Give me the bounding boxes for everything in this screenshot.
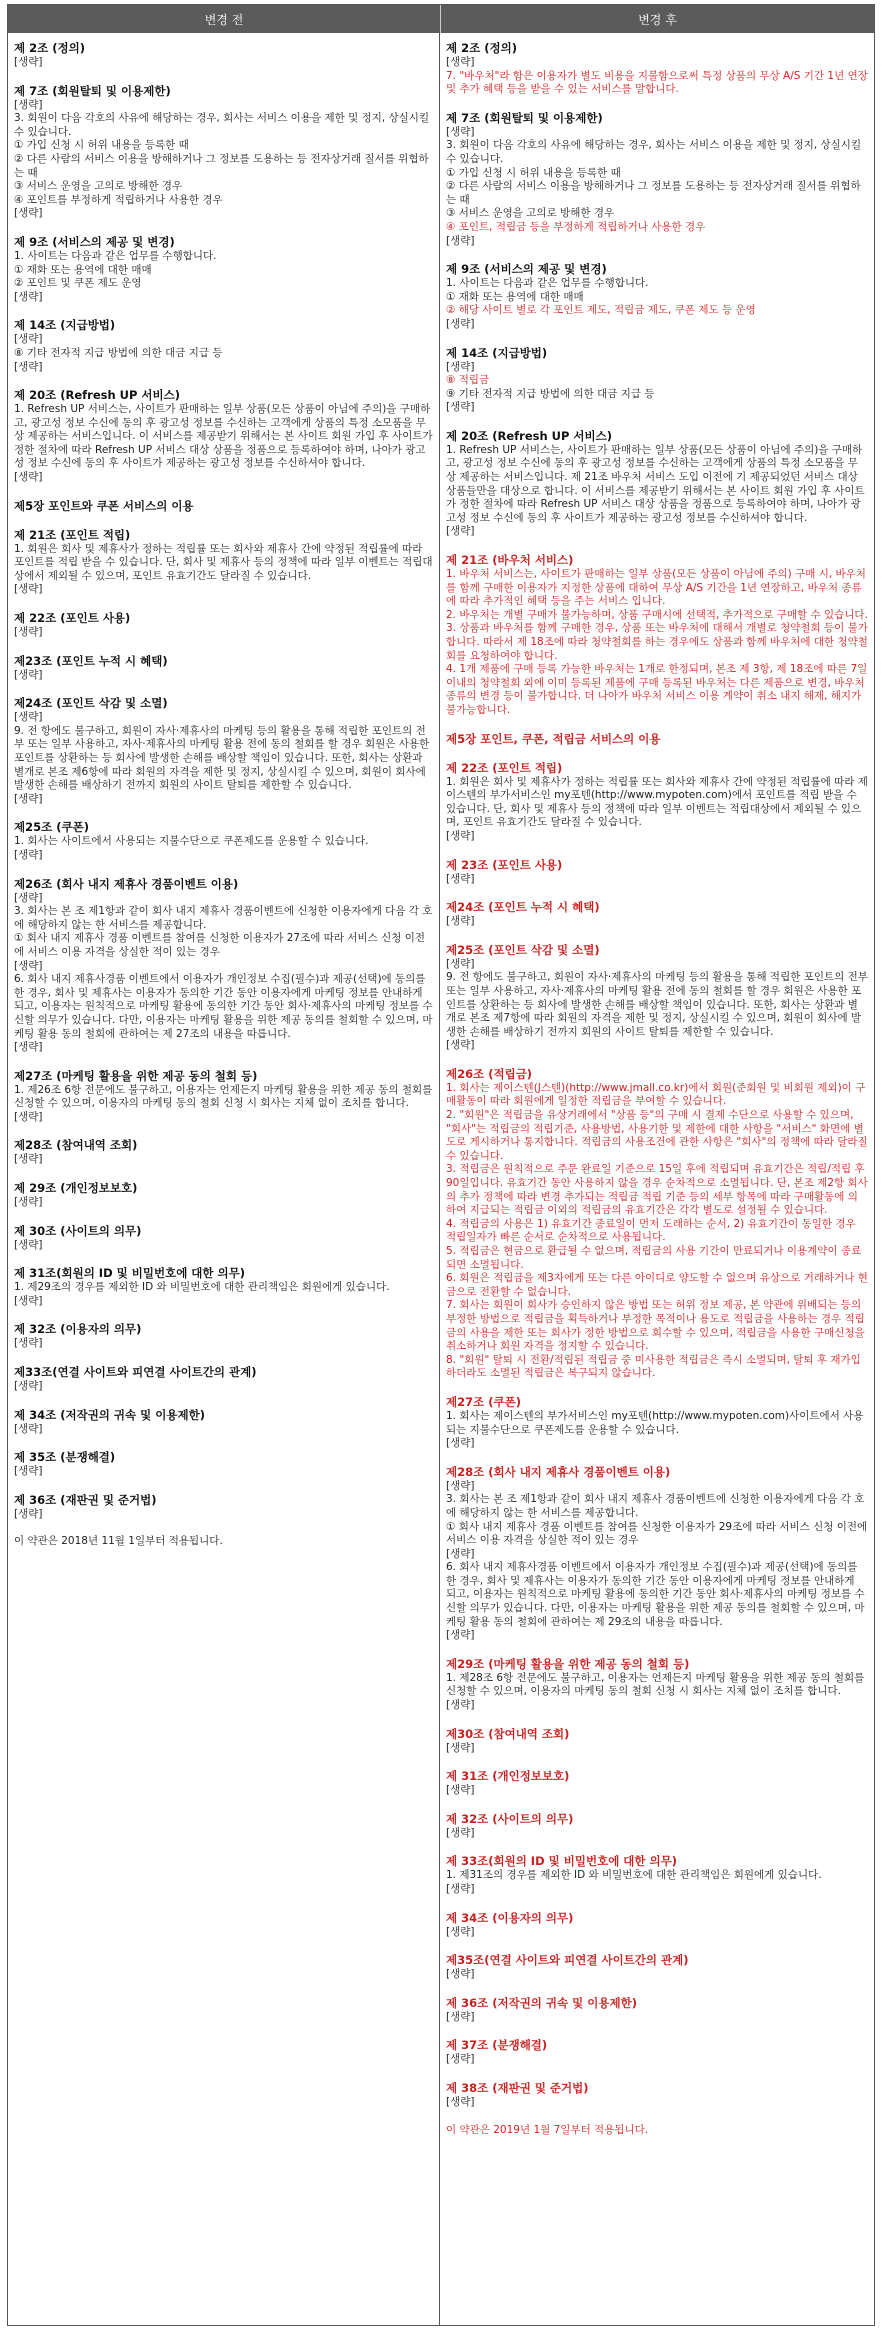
article-section [14, 696, 433, 806]
article-line: 1. 회사는 사이트에서 사용되는 지불수단으로 쿠폰제도를 운용할 수 있습니다. [14, 835, 369, 848]
article-line: [생략] [446, 1437, 475, 1450]
table-body [8, 33, 874, 2325]
article-line: [생략] [14, 1422, 43, 1435]
article-line: 2. "회원"은 적립금을 유상거래에서 "상품 등"의 구매 시 결제 수단으로 사용할 수 있으며, "회사"는 적립금의 적립기준, 사용방법, 사용기한 및 제한에 대한 사항을 "서비스" 화면에 별도로 게시하거나 통지합니다. 적립금의 사용조건에 관한 사항은 "회사"의 정책에 따라 달라질 수 있습니다. [446, 1109, 868, 1162]
article-section [446, 1996, 868, 2025]
article-line: 1. Refresh UP 서비스는, 사이트가 판매하는 일부 상품(모든 상품이 아님에 주의)을 구매하고, 광고성 정보 수신에 동의 후 광고성 정보를 수신하는 고객에게 상품의 특정 소모품을 무상 제공하는 서비스입니다. 이 서비스를 제공받기 위해서는 본 사이트 회원 가입 후 사이트가 정한 절차에 따라 Refresh UP 서비스 대상 상품을 정품으로 등록하여야 하며, 나아가 광고성 정보 수신에 동의 후 사이트가 제공하는 광고성 정보를 수신하셔야 합니다. [14, 403, 433, 470]
article-line: 3. 회원이 다음 각호의 사유에 해당하는 경우, 회사는 서비스 이용을 제한 및 정지, 상실시킬 수 있습니다. [14, 112, 430, 138]
article-line: [생략] [14, 792, 43, 805]
article-line: [생략] [446, 957, 475, 970]
article-section [446, 1854, 868, 1896]
article-line: ⑨ 기타 전자적 지급 방법에 의한 대금 지급 등 [446, 387, 655, 400]
article-title: 제26조 (적립금) [446, 1066, 533, 1081]
article-line: 6. 회사 내지 제휴사경품 이벤트에서 이용자가 개인정보 수집(필수)과 제공(선택)에 동의를 한 경우, 회사 및 제휴사는 이용자가 동의한 기간 동안 이용자에게 마케팅 정보를 안내하게 되고, 이용자는 원칙적으로 마케팅 활용에 동의한 기간 동안 회사·제휴사의 마케팅 정보를 수신할 의무가 있습니다. 다만, 이용자는 마케팅 활용을 위한 제공 동의를 철회할 수 있으며, 마케팅 활용 동의 철회에 관하여는 제 29조의 내용을 따릅니다. [446, 1561, 865, 1628]
article-section [446, 346, 868, 415]
article-line: [생략] [14, 668, 43, 681]
article-title: 제 22조 (포인트 사용) [14, 611, 131, 626]
article-line: [생략] [14, 1294, 43, 1307]
article-section [446, 1812, 868, 1841]
article-title: 제26조 (회사 내지 제휴사 경품이벤트 이용) [14, 876, 239, 891]
article-line: 3. 회사는 본 조 제1항과 같이 회사 내지 제휴사 경품이벤트에 신청한 이용자에게 다음 각 호에 해당하지 않는 한 서비스를 제공합니다. [14, 905, 433, 931]
article-section [446, 2081, 868, 2110]
article-section [14, 1266, 433, 1308]
article-section [14, 318, 433, 374]
article-section [14, 1450, 433, 1479]
article-line: [생략] [446, 360, 475, 373]
article-title: 제 14조 (지급방법) [446, 345, 548, 360]
article-title: 제 29조 (개인정보보호) [14, 1181, 138, 1196]
header-after: 변경 후 [638, 12, 677, 27]
article-line: 1. 회사는 제이스텐(J스텐)(http://www.jmall.co.kr)에서 회원(준회원 및 비회원 제외)이 구매활동이 따라 회원에게 일정한 적립금을 부여할 수 있습니다. [446, 1081, 866, 1108]
article-title: 제28조 (참여내역 조회) [14, 1138, 138, 1153]
article-line: [생략] [446, 829, 475, 842]
article-title: 제 21조 (바우처 서비스) [446, 553, 574, 568]
article-title: 제 34조 (이용자의 의무) [446, 1910, 574, 1925]
article-section [14, 877, 433, 1055]
article-line: [생략] [14, 56, 43, 68]
article-line: ③ 서비스 운영을 고의로 방해한 경우 [446, 207, 615, 220]
article-section [446, 1953, 868, 1982]
article-section [446, 943, 868, 1053]
article-section [446, 262, 868, 331]
article-title: 제24조 (포인트 삭감 및 소멸) [14, 696, 168, 711]
article-section [446, 41, 868, 97]
article-section [446, 429, 868, 539]
article-line: [생략] [446, 401, 475, 414]
article-section [14, 1224, 433, 1253]
article-title: 제 37조 (분쟁해결) [446, 2038, 548, 2053]
article-line: 1. 회사는 제이스텐의 부가서비스인 my포텐(http://www.mypoten.com)사이트에서 사용되는 지불수단으로 쿠폰제도를 운용할 수 있습니다. [446, 1409, 864, 1436]
article-line: 5. 적립금은 현금으로 환급될 수 없으며, 적립금의 사용 기간이 만료되거나 이용계약이 종료되면 소멸됩니다. [446, 1245, 862, 1271]
article-section [446, 1465, 868, 1643]
article-title: 제 14조 (지급방법) [14, 318, 116, 333]
article-line: 7. 회사는 회원이 회사가 승인하지 않은 방법 또는 허위 정보 제공, 본 약관에 위배되는 등의 부정한 방법으로 적립금을 획득하거나 부정한 목적이나 용도로 적립금을 사용하는 경우 적립금의 사용을 제한 또는 회사가 정한 방법으로 회수할 수 있으며, 적립금을 사용한 구매신청을 취소하거나 회원 자격을 정지할 수 있습니다. [446, 1299, 865, 1353]
article-title: 제 9조 (서비스의 제공 및 변경) [446, 262, 607, 277]
article-line: ② 해당 사이트 별로 각 포인트 제도, 적립금 제도, 쿠폰 제도 등 운영 [446, 304, 756, 317]
article-title: 제 32조 (사이트의 의무) [446, 1811, 574, 1826]
article-line: [생략] [14, 471, 43, 484]
article-line: 3. 상품과 바우처를 함께 구매한 경우, 상품 또는 바우처에 대해서 개별로 청약철회 등이 불가합니다. 따라서 제 18조에 따라 청약철회를 하는 경우에도 상품과 함께 바우처에 대한 청약철회를 요청하여야 합니다. [446, 622, 868, 662]
article-section [446, 1067, 868, 1381]
article-line: ⑧ 기타 전자적 지급 방법에 의한 대금 지급 등 [14, 346, 223, 359]
article-title: 제 30조 (사이트의 의무) [14, 1223, 142, 1238]
article-line: [생략] [446, 1925, 475, 1938]
article-title: 제 31조(회원의 ID 및 비밀번호에 대한 의무) [14, 1266, 245, 1281]
article-section [14, 499, 433, 514]
article-line: [생략] [14, 360, 43, 373]
article-section [14, 820, 433, 862]
article-line: [생략] [446, 1629, 475, 1642]
article-title: 제 20조 (Refresh UP 서비스) [446, 428, 613, 443]
article-line: 이 약관은 2019년 1월 7일부터 적용됩니다. [446, 2123, 649, 2136]
article-line: [생략] [446, 1826, 475, 1839]
article-line: [생략] [14, 1041, 43, 1054]
article-line: 1. 사이트는 다음과 같은 업무를 수행합니다. [446, 277, 649, 290]
article-title: 제35조(연결 사이트와 피연결 사이트간의 관계) [446, 1953, 689, 1968]
article-line: 9. 전 항에도 불구하고, 회원이 자사·제휴사의 마케팅 등의 활용을 통해 적립한 포인트의 전부 또는 일부 사용하고, 자사·제휴사의 마케팅 활용 전에 동의 철회를 할 경우 회원은 사용한 포인트를 상환하는 등 회사에 발생한 손해를 배상할 책임이 있습니다. 또한, 회사는 상환과 별개로 본조 제7항에 따라 회원의 자격을 제한 및 정지, 상실시킬 수 있으며, 회원이 회사에 발생한 손해를 배상하기 전까지 회원의 사이트 탈퇴를 제한할 수 있습니다. [446, 971, 868, 1038]
article-line: 1. 제28조 6항 전문에도 불구하고, 이용자는 언제든지 마케팅 활용을 위한 제공 동의 철회를 신청할 수 있으며, 이용자의 마케팅 동의 철회 신청 시 회사는 지체 없이 조치를 합니다. [446, 1671, 865, 1698]
article-line: [생략] [14, 848, 43, 861]
article-title: 제 38조 (재판권 및 준거법) [446, 2080, 589, 2095]
article-line: [생략] [446, 2053, 475, 2066]
article-section [14, 1493, 433, 1522]
article-line: [생략] [446, 1968, 475, 1981]
article-line: [생략] [14, 626, 43, 639]
article-line: 1. 사이트는 다음과 같은 업무를 수행합니다. [14, 249, 217, 262]
article-line: [생략] [446, 1784, 475, 1797]
article-title: 제 20조 (Refresh UP 서비스) [14, 388, 181, 403]
article-line: 3. 회사는 본 조 제1항과 같이 회사 내지 제휴사 경품이벤트에 신청한 이용자에게 다음 각 호에 해당하지 않는 한 서비스를 제공합니다. [446, 1493, 865, 1519]
article-line: [생략] [446, 234, 475, 247]
article-line: [생략] [446, 915, 475, 928]
article-line: [생략] [14, 1380, 43, 1393]
article-line: 1. 제31조의 경우를 제외한 ID 와 비밀번호에 대한 관리책임은 회원에게 있습니다. [446, 1869, 822, 1882]
article-line: [생략] [446, 1547, 475, 1560]
article-section [14, 528, 433, 597]
article-line: [생략] [14, 891, 43, 904]
article-line: ① 재화 또는 용역에 대한 매매 [14, 263, 152, 276]
article-section [14, 84, 433, 221]
article-line: [생략] [14, 1465, 43, 1478]
article-line: ② 다른 사람의 서비스 이용을 방해하거나 그 정보를 도용하는 등 전자상거래 질서를 위협하는 때 [14, 152, 429, 179]
article-title: 제5장 포인트와 쿠폰 서비스의 이용 [14, 498, 194, 513]
article-line: ① 회사 내지 제휴사 경품 이벤트를 참여를 신청한 이용자가 29조에 따라 서비스 신청 이전에 서비스 이용 자격을 상실한 적이 있는 경우 [446, 1520, 868, 1547]
article-section [446, 1395, 868, 1451]
article-section [446, 553, 868, 718]
article-title: 제33조(연결 사이트와 피연결 사이트간의 관계) [14, 1365, 257, 1380]
article-line: [생략] [14, 1110, 43, 1123]
article-line: ④ 포인트, 적립금 등을 부정하게 적립하거나 사용한 경우 [446, 220, 706, 233]
article-line: [생략] [14, 711, 43, 724]
article-line: [생략] [14, 1238, 43, 1251]
article-line: [생략] [446, 317, 475, 330]
article-line: [생략] [14, 1196, 43, 1209]
column-after [440, 33, 874, 2325]
article-line: [생략] [446, 1039, 475, 1052]
article-title: 제 34조 (저작권의 귀속 및 이용제한) [14, 1407, 205, 1422]
article-title: 제30조 (참여내역 조회) [446, 1726, 570, 1741]
article-title: 제 7조 (회원탈퇴 및 이용제한) [14, 83, 171, 98]
article-line: 7. "바우처"라 함은 이용자가 별도 비용을 지불함으로써 특정 상품의 무상 A/S 기간 1년 연장 및 추가 혜택 등을 받을 수 있는 서비스를 말합니다. [446, 69, 868, 96]
article-section [14, 235, 433, 304]
article-line: ① 재화 또는 용역에 대한 매매 [446, 290, 584, 303]
article-title: 제27조 (마케팅 활용을 위한 제공 동의 철회 등) [14, 1068, 258, 1083]
article-title: 제 2조 (정의) [446, 41, 517, 55]
article-line: [생략] [446, 2095, 475, 2108]
article-line: [생략] [446, 1479, 475, 1492]
article-title: 제 9조 (서비스의 제공 및 변경) [14, 234, 175, 249]
article-section [14, 611, 433, 640]
article-line: 3. 적립금은 원칙적으로 주문 완료일 기준으로 15일 후에 적립되며 유효기간은 적립/적립 후 90일입니다. 유효기간 동안 사용하지 않을 경우 순차적으로 소멸됩니다. 단, 본조 제2항 회사의 추가 정책에 따라 변경 추가되는 적립금 적립 기준 등의 세부 항목에 따라 구매활동에 의하여 지급되는 적립금 이외의 적립금의 유효기간은 각각 별도로 설정될 수 있습니다. [446, 1163, 868, 1217]
article-line: 4. 적립금의 사용은 1) 유효기간 종료일이 먼저 도래하는 순서, 2) 유효기간이 동일한 경우 적립일자가 빠른 순서로 순차적으로 사용됩니다. [446, 1217, 856, 1244]
article-title: 제24조 (포인트 누적 시 혜택) [446, 900, 600, 915]
article-section [446, 1657, 868, 1713]
article-line: 9. 전 항에도 불구하고, 회원이 자사·제휴사의 마케팅 등의 활용을 통해 적립한 포인트의 전부 또는 일부 사용하고, 자사·제휴사의 마케팅 활용 전에 동의 철회를 할 경우 회원은 사용한 포인트를 상환하는 등 회사에 발생한 손해를 배상할 책임이 있습니다. 또한, 회사는 상환과 별개로 본조 제6항에 따라 회원의 자격을 제한 및 정지, 상실시킬 수 있으며, 회원이 회사에 발생한 손해를 배상하기 전까지 회원의 사이트 탈퇴를 제한할 수 있습니다. [14, 724, 430, 792]
article-title: 제 31조 (개인정보보호) [446, 1769, 570, 1784]
article-line: 1. 회원은 회사 및 제휴사가 정하는 적립률 또는 회사와 제휴사 간에 약정된 적립률에 따라 제이스텐의 부가서비스인 my포텐(http://www.mypoten.com)에서 포인트를 적립 받을 수 있습니다. 단, 회사 및 제휴사 등의 정책에 따라 일부 이벤트는 적립대상에서 제외될 수 있으며, 포인트 유효기간도 달라질 수 있습니다. [446, 775, 868, 829]
article-section [14, 654, 433, 683]
article-section [446, 1769, 868, 1798]
article-title: 제25조 (쿠폰) [14, 820, 89, 835]
article-line: [생략] [446, 56, 475, 68]
article-line: ① 가입 신청 시 허위 내용을 등록한 때 [14, 139, 189, 152]
article-line: ① 회사 내지 제휴사 경품 이벤트를 참여를 신청한 이용자가 27조에 따라 서비스 신청 이전에 서비스 이용 자격을 상실한 적이 있는 경우 [14, 932, 426, 958]
article-title: 제5장 포인트, 쿠폰, 적립금 서비스의 이용 [446, 731, 661, 746]
article-line: 이 약관은 2018년 11월 1일부터 적용됩니다. [14, 1535, 223, 1548]
article-section [14, 1069, 433, 1125]
article-title: 제 33조(회원의 ID 및 비밀번호에 대한 의무) [446, 1854, 677, 1869]
article-line: [생략] [446, 125, 475, 138]
article-section [446, 2124, 868, 2138]
article-title: 제 7조 (회원탈퇴 및 이용제한) [446, 110, 603, 125]
article-section [14, 1181, 433, 1210]
article-section [14, 1408, 433, 1437]
article-section [446, 1911, 868, 1940]
article-section [446, 761, 868, 844]
article-section [14, 1322, 433, 1351]
article-line: 1. 회원은 회사 및 제휴사가 정하는 적립률 또는 회사와 제휴사 간에 약정된 적립률에 따라 포인트를 적립 받을 수 있습니다. 단, 회사 및 제휴사 등의 정책에 따라 일부 이벤트는 적립대상에서 제외될 수 있으며, 포인트 유효기간도 달라질 수 있습니다. [14, 542, 433, 582]
article-line: ③ 서비스 운영을 고의로 방해한 경우 [14, 180, 183, 193]
article-line: ② 다른 사람의 서비스 이용을 방해하거나 그 정보를 도용하는 등 전자상거래 질서를 위협하는 때 [446, 180, 861, 206]
article-section [446, 1727, 868, 1756]
article-line: [생략] [14, 1507, 43, 1520]
article-section [14, 1365, 433, 1394]
article-line: [생략] [14, 98, 43, 111]
article-title: 제 2조 (정의) [14, 41, 85, 55]
article-section [446, 732, 868, 747]
article-line: [생략] [446, 1883, 475, 1895]
article-line: 6. 회사 내지 제휴사경품 이벤트에서 이용자가 개인정보 수집(필수)과 제공(선택)에 동의를 한 경우, 회사 및 제휴사는 이용자가 동의한 기간 동안 이용자에게 마케팅 정보를 안내하게 되고, 이용자는 원칙적으로 마케팅 활용에 동의한 기간 동안 회사·제휴사의 마케팅 정보를 수신할 의무가 있습니다. 다만, 이용자는 마케팅 활용을 위한 제공 동의를 철회할 수 있으며, 마케팅 활용 동의 철회에 관하여는 제 27조의 내용을 따릅니다. [14, 973, 433, 1040]
article-line: 4. 1개 제품에 구매 등록 가능한 바우처는 1개로 한정되며, 본조 제 3항, 제 18조에 따른 7일 이내의 청약철회 외에 이미 등록된 제품에 구매 등록된 바우처는 다른 제품으로 변경, 바우처 종류의 변경 등이 불가합니다. 더 나아가 바우처 서비스 이용 계약이 취소 내지 해제, 해지가 불가능합니다. [446, 663, 868, 716]
article-line: [생략] [446, 1699, 475, 1712]
article-section [14, 1535, 433, 1549]
terms-comparison-table [7, 4, 875, 2326]
table-header [8, 5, 874, 33]
article-line: 3. 회원이 다음 각호의 사유에 해당하는 경우, 회사는 서비스 이용을 제한 및 정지, 상실시킬 수 있습니다. [446, 139, 862, 165]
article-line: 1. 바우처 서비스는, 사이트가 판매하는 일부 상품(모든 상품이 아님에 주의) 구매 시, 바우처를 함께 구매한 이용자가 지정한 상품에 대하여 무상 A/S 기간을 1년 연장하고, 바우처 종류에 따라 추가적인 혜택 등을 주는 서비스 입니다. [446, 568, 866, 608]
article-line: [생략] [14, 1337, 43, 1350]
column-before [8, 33, 440, 2325]
article-section [446, 858, 868, 887]
article-line: [생략] [446, 525, 475, 538]
article-title: 제 23조 (포인트 사용) [446, 857, 563, 872]
article-section [14, 41, 433, 70]
article-line: ④ 포인트를 부정하게 적립하거나 사용한 경우 [14, 193, 223, 206]
article-title: 제23조 (포인트 누적 시 혜택) [14, 653, 168, 668]
article-section [446, 900, 868, 929]
article-title: 제27조 (쿠폰) [446, 1394, 521, 1409]
article-line: 1. 제26조 6항 전문에도 불구하고, 이용자는 언제든지 마케팅 활용을 위한 제공 동의 철회를 신청할 수 있으며, 이용자의 마케팅 동의 철회 신청 시 회사는 지체 없이 조치를 합니다. [14, 1083, 433, 1110]
article-line: 6. 회원은 적립금을 제3자에게 또는 다른 아이디로 양도할 수 없으며 유상으로 거래하거나 현금으로 전환할 수 없습니다. [446, 1272, 868, 1298]
article-line: [생략] [446, 872, 475, 885]
article-section [14, 388, 433, 485]
article-line: 8. "회원" 탈퇴 시 전환/적립된 적립금 중 미사용한 적립금은 즉시 소멸되며, 탈퇴 후 재가입하더라도 소멸된 적립금은 복구되지 않습니다. [446, 1353, 861, 1380]
article-section [446, 111, 868, 248]
article-title: 제28조 (회사 내지 제휴사 경품이벤트 이용) [446, 1464, 671, 1479]
article-line: 1. Refresh UP 서비스는, 사이트가 판매하는 일부 상품(모든 상품이 아님에 주의)을 구매하고, 광고성 정보 수신에 동의 후 광고성 정보를 수신하는 고객에게 상품의 특정 소모품을 무상 제공하는 서비스입니다. 제 21조 바우처 서비스 도입 이전에 기 제공되었던 서비스 대상 상품들만을 대상으로 합니다. 이 서비스를 제공받기 위해서는 본 사이트 회원 가입 후 사이트가 정한 절차에 따라 Refresh UP 서비스 대상 상품을 정품으로 등록하여야 하며, 나아가 광고성 정보 수신에 동의 후 사이트가 제공하는 광고성 정보를 수신하셔야 합니다. [446, 443, 865, 524]
article-title: 제 22조 (포인트 적립) [446, 760, 563, 775]
article-line: 2. 바우처는 개별 구매가 불가능하며, 상품 구매시에 선택적, 추가적으로 구매할 수 있습니다. [446, 608, 868, 621]
article-line: [생략] [14, 290, 43, 303]
article-title: 제 36조 (재판권 및 준거법) [14, 1492, 157, 1507]
article-line: [생략] [446, 1741, 475, 1754]
article-line: [생략] [14, 583, 43, 596]
article-line: [생략] [14, 207, 43, 220]
header-before: 변경 전 [8, 5, 441, 33]
article-line: ⑧ 적립금 [446, 374, 490, 387]
article-line: ① 가입 신청 시 허위 내용을 등록한 때 [446, 166, 621, 179]
article-line: [생략] [14, 333, 43, 346]
article-title: 제 21조 (포인트 적립) [14, 527, 131, 542]
article-line: ② 포인트 및 쿠폰 제도 운영 [14, 277, 142, 290]
article-line: [생략] [14, 959, 43, 972]
article-title: 제29조 (마케팅 활용을 위한 제공 동의 철회 등) [446, 1656, 690, 1671]
article-title: 제 32조 (이용자의 의무) [14, 1322, 142, 1337]
article-title: 제 35조 (분쟁해결) [14, 1450, 116, 1465]
article-title: 제25조 (포인트 삭감 및 소멸) [446, 942, 600, 957]
article-section [14, 1138, 433, 1167]
article-line: [생략] [446, 2010, 475, 2023]
article-title: 제 36조 (저작권의 귀속 및 이용제한) [446, 1995, 637, 2010]
article-line: [생략] [14, 1153, 43, 1166]
article-section [446, 2038, 868, 2067]
article-line: 1. 제29조의 경우를 제외한 ID 와 비밀번호에 대한 관리책임은 회원에게 있습니다. [14, 1281, 390, 1294]
